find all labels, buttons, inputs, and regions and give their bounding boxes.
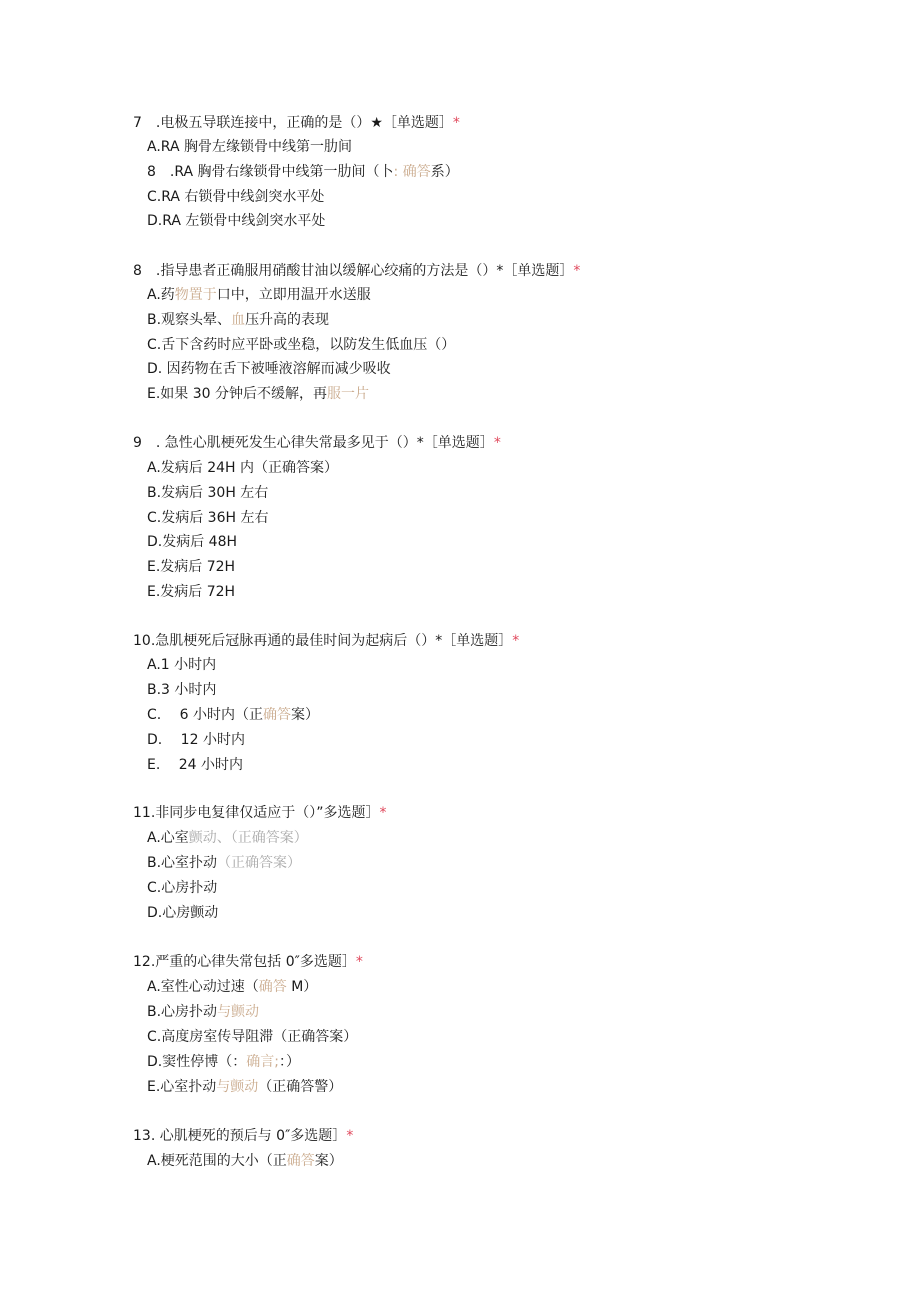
- text-segment: D. 12 小时内: [147, 732, 245, 748]
- text-segment: （正确答警）: [258, 1079, 343, 1095]
- text-segment: 颤动、（正确答案）: [188, 830, 308, 846]
- answer-option[interactable]: [147, 532, 237, 552]
- required-asterisk: *: [379, 805, 387, 821]
- answer-option[interactable]: [147, 1052, 300, 1072]
- question-title: [133, 113, 460, 133]
- answer-option[interactable]: [147, 1027, 357, 1047]
- answer-option[interactable]: [147, 730, 245, 750]
- answer-option[interactable]: [147, 359, 391, 379]
- text-segment: C. 6 小时内（正: [147, 707, 264, 723]
- answer-option[interactable]: [147, 878, 217, 898]
- answer-option[interactable]: [147, 853, 301, 873]
- text-segment: ：）: [278, 1054, 300, 1070]
- answer-option[interactable]: [147, 458, 338, 478]
- text-segment: D.窦性停博（：: [147, 1054, 247, 1070]
- text-segment: 确答: [263, 707, 292, 723]
- text-segment: （正确答案）: [217, 855, 302, 871]
- answer-option[interactable]: [147, 335, 455, 355]
- answer-option[interactable]: [147, 977, 317, 997]
- text-segment: C.心房扑动: [147, 880, 218, 896]
- text-segment: 12.严重的心律失常包括 0″多选题］: [133, 954, 356, 970]
- answer-option[interactable]: [147, 384, 369, 404]
- text-segment: E. 24 小时内: [147, 757, 244, 773]
- text-segment: 7 .电极五导联连接中，正确的是（）★［单选题］: [133, 115, 453, 131]
- text-segment: A.发病后 24H 内（正确答案）: [147, 460, 339, 476]
- text-segment: B.3 小时内: [147, 682, 217, 698]
- answer-option[interactable]: [147, 655, 216, 675]
- text-segment: E.心室扑动: [147, 1079, 217, 1095]
- text-segment: E.发病后 72H: [147, 559, 236, 575]
- text-segment: A.梗死范围的大小（正: [147, 1153, 287, 1169]
- text-segment: A.室性心动过速（: [147, 979, 259, 995]
- answer-option[interactable]: [147, 162, 459, 182]
- question-title: [133, 261, 580, 281]
- text-segment: 压升高的表现: [245, 312, 330, 328]
- text-segment: D.RA 左锁骨中线剑突水平处: [147, 213, 326, 229]
- answer-option[interactable]: [147, 285, 371, 305]
- answer-option[interactable]: [147, 755, 243, 775]
- text-segment: 确言;: [246, 1054, 279, 1070]
- text-segment: D. 因药物在舌下被唾液溶解而减少吸收: [147, 361, 391, 377]
- text-segment: 案）: [291, 707, 320, 723]
- text-segment: B.发病后 30H 左右: [147, 485, 269, 501]
- required-asterisk: *: [512, 633, 520, 649]
- answer-option[interactable]: [147, 1151, 343, 1171]
- text-segment: 8 .RA 胸骨右缘锁骨中线第一肋间（卜: [147, 164, 394, 180]
- answer-option[interactable]: [147, 1002, 259, 1022]
- answer-option[interactable]: [147, 310, 329, 330]
- answer-option[interactable]: [147, 582, 235, 602]
- text-segment: D.心房颤动: [147, 905, 219, 921]
- text-segment: A.1 小时内: [147, 657, 217, 673]
- answer-option[interactable]: [147, 557, 235, 577]
- text-segment: E.如果 30 分钟后不缓解，再: [147, 386, 328, 402]
- text-segment: C.发病后 36H 左右: [147, 510, 269, 526]
- question-title: [133, 631, 519, 651]
- text-segment: 11.非同步电复律仅适应于（）”多选题］: [133, 805, 380, 821]
- question-title: [133, 803, 387, 823]
- answer-option[interactable]: [147, 187, 324, 207]
- required-asterisk: *: [452, 115, 460, 131]
- text-segment: 系）: [430, 164, 459, 180]
- text-segment: E.发病后 72H: [147, 584, 236, 600]
- required-asterisk: *: [573, 263, 581, 279]
- text-segment: 13. 心肌梗死的预后与 0″多选题］: [133, 1128, 347, 1144]
- text-segment: C.舌下含药时应平卧或坐稳，以防发生低血压（）: [147, 337, 456, 353]
- text-segment: 物置于: [174, 287, 217, 303]
- text-segment: B.观察头晕、: [147, 312, 232, 328]
- question-title: [133, 952, 363, 972]
- required-asterisk: *: [355, 954, 363, 970]
- answer-option[interactable]: [147, 828, 308, 848]
- text-segment: M）: [286, 979, 318, 995]
- text-segment: C.RA 右锁骨中线剑突水平处: [147, 189, 325, 205]
- answer-option[interactable]: [147, 680, 216, 700]
- text-segment: 8 .指导患者正确服用硝酸甘油以缓解心绞痛的方法是（）*［单选题］: [133, 263, 574, 279]
- text-segment: A.心室: [147, 830, 189, 846]
- text-segment: B.心房扑动: [147, 1004, 218, 1020]
- text-segment: 口中，立即用温开水送服: [216, 287, 371, 303]
- text-segment: 与颤动: [216, 1079, 259, 1095]
- question-title: [133, 1126, 353, 1146]
- text-segment: 与颤动: [217, 1004, 260, 1020]
- question-title: [133, 433, 501, 453]
- answer-option[interactable]: [147, 137, 352, 157]
- text-segment: 确答: [286, 1153, 315, 1169]
- text-segment: 10.急肌梗死后冠脉再通的最佳时间为起病后（）*［单选题］: [133, 633, 513, 649]
- answer-option[interactable]: [147, 483, 268, 503]
- text-segment: : 确答: [393, 164, 431, 180]
- text-segment: D.发病后 48H: [147, 534, 238, 550]
- text-segment: 服一片: [327, 386, 370, 402]
- answer-option[interactable]: [147, 903, 218, 923]
- answer-option[interactable]: [147, 211, 325, 231]
- required-asterisk: *: [346, 1128, 354, 1144]
- answer-option[interactable]: [147, 705, 319, 725]
- text-segment: 案）: [314, 1153, 343, 1169]
- text-segment: B.心室扑动: [147, 855, 218, 871]
- answer-option[interactable]: [147, 508, 268, 528]
- text-segment: C.高度房室传导阻滞（正确答案）: [147, 1029, 358, 1045]
- text-segment: 血: [231, 312, 246, 328]
- text-segment: 确答: [258, 979, 287, 995]
- text-segment: A.RA 胸骨左缘锁骨中线第一肋间: [147, 139, 352, 155]
- required-asterisk: *: [493, 435, 501, 451]
- text-segment: A.药: [147, 287, 175, 303]
- answer-option[interactable]: [147, 1077, 342, 1097]
- text-segment: 9 . 急性心肌梗死发生心律失常最多见于（）*［单选题］: [133, 435, 494, 451]
